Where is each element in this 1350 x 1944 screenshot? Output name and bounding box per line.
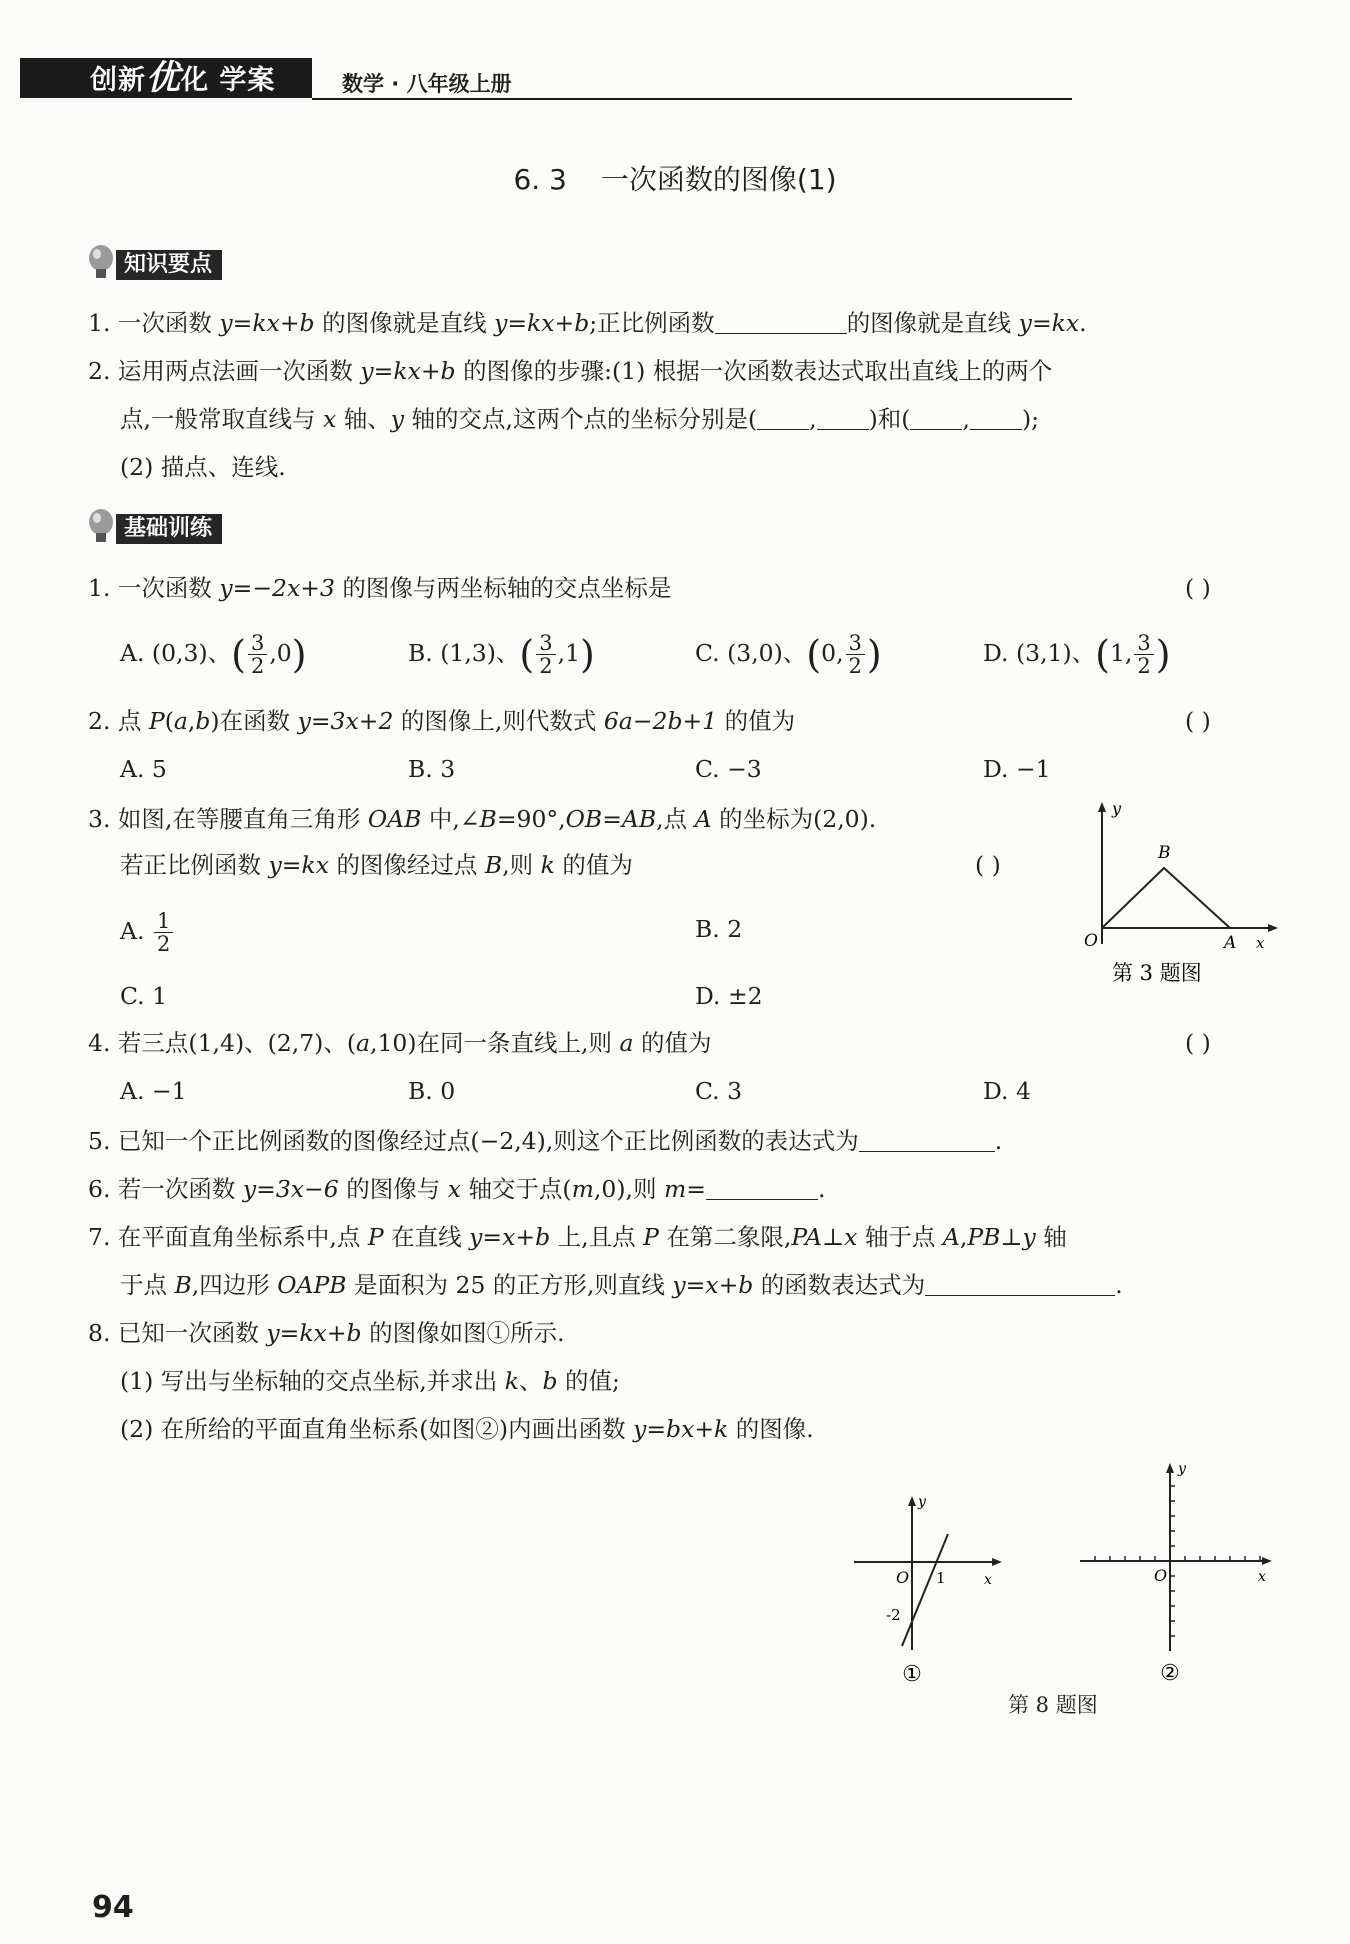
- point-a-label: A: [1224, 933, 1237, 953]
- section-label: 知识要点: [116, 250, 222, 280]
- x-intercept-label: 1: [936, 1569, 946, 1587]
- q1-option-c[interactable]: C. (3,0)、(0, $\frac{3}{2}$ ): [695, 631, 882, 679]
- question-8-part-1: (1) 写出与坐标轴的交点坐标,并求出 k、b 的值;: [120, 1367, 620, 1395]
- q2-option-c[interactable]: C. −3: [695, 755, 762, 783]
- key-point-2-line-3: (2) 描点、连线.: [120, 453, 286, 481]
- answer-blank[interactable]: [817, 409, 869, 430]
- y-axis-label: y: [1112, 799, 1122, 818]
- q8-figure-1: [850, 1490, 1010, 1690]
- origin-label: O: [1154, 1566, 1168, 1585]
- q3-option-a[interactable]: A. $\frac{1}{2}$: [120, 910, 175, 955]
- question-2: 2. 点 P(a,b)在函数 y=3x+2 的图像上,则代数式 6a−2b+1 的值为: [88, 707, 796, 735]
- question-8-part-2: (2) 在所给的平面直角坐标系(如图②)内画出函数 y=bx+k 的图像.: [120, 1415, 814, 1443]
- question-5: 5. 已知一个正比例函数的图像经过点(−2,4),则这个正比例函数的表达式为 .: [88, 1127, 1003, 1155]
- answer-blank[interactable]: [910, 409, 962, 430]
- question-1: 1. 一次函数 y=−2x+3 的图像与两坐标轴的交点坐标是: [88, 574, 672, 602]
- answer-blank[interactable]: [757, 409, 809, 430]
- q3-option-d[interactable]: D. ±2: [695, 982, 763, 1010]
- key-point-2-line-2: 点,一般常取直线与 x 轴、y 轴的交点,这两个点的坐标分别是( , )和( , );: [120, 405, 1040, 433]
- y-axis-label: y: [918, 1494, 926, 1510]
- question-7-line-2: 于点 B,四边形 OAPB 是面积为 25 的正方形,则直线 y=x+b 的函数表达式为 .: [120, 1271, 1123, 1299]
- origin-label: O: [896, 1568, 910, 1587]
- q3-option-b[interactable]: B. 2: [695, 915, 743, 943]
- q3-figure: [1060, 796, 1280, 996]
- series-banner: 创新优化 学案: [20, 58, 312, 98]
- question-3-line-1: 3. 如图,在等腰直角三角形 OAB 中,∠B=90°,OB=AB,点 A 的坐标为(2,0).: [88, 805, 877, 833]
- q2-option-d[interactable]: D. −1: [983, 755, 1051, 783]
- question-4: 4. 若三点(1,4)、(2,7)、(a,10)在同一条直线上,则 a 的值为: [88, 1029, 712, 1057]
- lightbulb-icon: [88, 508, 118, 548]
- answer-blank[interactable]: [715, 313, 847, 334]
- q2-option-a[interactable]: A. 5: [120, 755, 167, 783]
- q1-option-d[interactable]: D. (3,1)、(1, $\frac{3}{2}$ ): [983, 631, 1171, 679]
- answer-paren[interactable]: ( ): [1185, 707, 1211, 735]
- figure-caption: 第 8 题图: [1008, 1693, 1098, 1717]
- answer-blank[interactable]: [970, 409, 1022, 430]
- question-3-line-2: 若正比例函数 y=kx 的图像经过点 B,则 k 的值为: [120, 851, 633, 879]
- origin-label: O: [1084, 931, 1098, 951]
- figure-caption: 第 3 题图: [1112, 961, 1202, 985]
- lightbulb-icon: [88, 244, 118, 284]
- lesson-number: 6. 3: [513, 163, 567, 196]
- x-axis-label: x: [1258, 1569, 1266, 1585]
- q1-option-b[interactable]: B. (1,3)、( $\frac{3}{2}$ ,1): [408, 631, 595, 679]
- page-header: [20, 58, 1088, 100]
- lesson-name: 一次函数的图像(1): [600, 163, 837, 196]
- question-8: 8. 已知一次函数 y=kx+b 的图像如图①所示.: [88, 1319, 565, 1347]
- q8-figure-2: [1070, 1455, 1280, 1695]
- q4-option-d[interactable]: D. 4: [983, 1077, 1031, 1105]
- answer-paren[interactable]: ( ): [975, 851, 1001, 879]
- key-point-2-line-1: 2. 运用两点法画一次函数 y=kx+b 的图像的步骤:(1) 根据一次函数表达式取出直线上的两个: [88, 357, 1053, 385]
- figure-label: ①: [902, 1662, 922, 1687]
- q4-option-b[interactable]: B. 0: [408, 1077, 456, 1105]
- lesson-title: [0, 158, 1350, 198]
- question-7-line-1: 7. 在平面直角坐标系中,点 P 在直线 y=x+b 上,且点 P 在第二象限,PA⊥x 轴于点 A,PB⊥y 轴: [88, 1223, 1067, 1251]
- answer-blank[interactable]: [859, 1131, 995, 1152]
- answer-blank[interactable]: [925, 1275, 1115, 1296]
- y-axis-label: y: [1178, 1461, 1186, 1477]
- q4-option-c[interactable]: C. 3: [695, 1077, 743, 1105]
- figure-label: ②: [1160, 1661, 1180, 1686]
- y-intercept-label: -2: [886, 1606, 901, 1624]
- answer-paren[interactable]: ( ): [1185, 1029, 1211, 1057]
- subject-label: 数学 · 八年级上册: [342, 72, 512, 96]
- x-axis-label: x: [984, 1572, 992, 1588]
- header-rule: [312, 98, 1072, 100]
- q2-option-b[interactable]: B. 3: [408, 755, 456, 783]
- q1-option-a[interactable]: A. (0,3)、( $\frac{3}{2}$ ,0): [120, 631, 307, 679]
- q3-option-c[interactable]: C. 1: [120, 982, 168, 1010]
- point-b-label: B: [1158, 843, 1171, 863]
- key-point-1: 1. 一次函数 y=kx+b 的图像就是直线 y=kx+b;正比例函数 的图像就是直线 y=kx.: [88, 309, 1087, 337]
- page-number: 94: [92, 1890, 134, 1925]
- question-6: 6. 若一次函数 y=3x−6 的图像与 x 轴交于点(m,0),则 m= .: [88, 1175, 826, 1203]
- answer-blank[interactable]: [706, 1179, 818, 1200]
- q4-option-a[interactable]: A. −1: [120, 1077, 187, 1105]
- x-axis-label: x: [1256, 934, 1265, 952]
- answer-paren[interactable]: ( ): [1185, 574, 1211, 602]
- section-label: 基础训练: [116, 514, 222, 544]
